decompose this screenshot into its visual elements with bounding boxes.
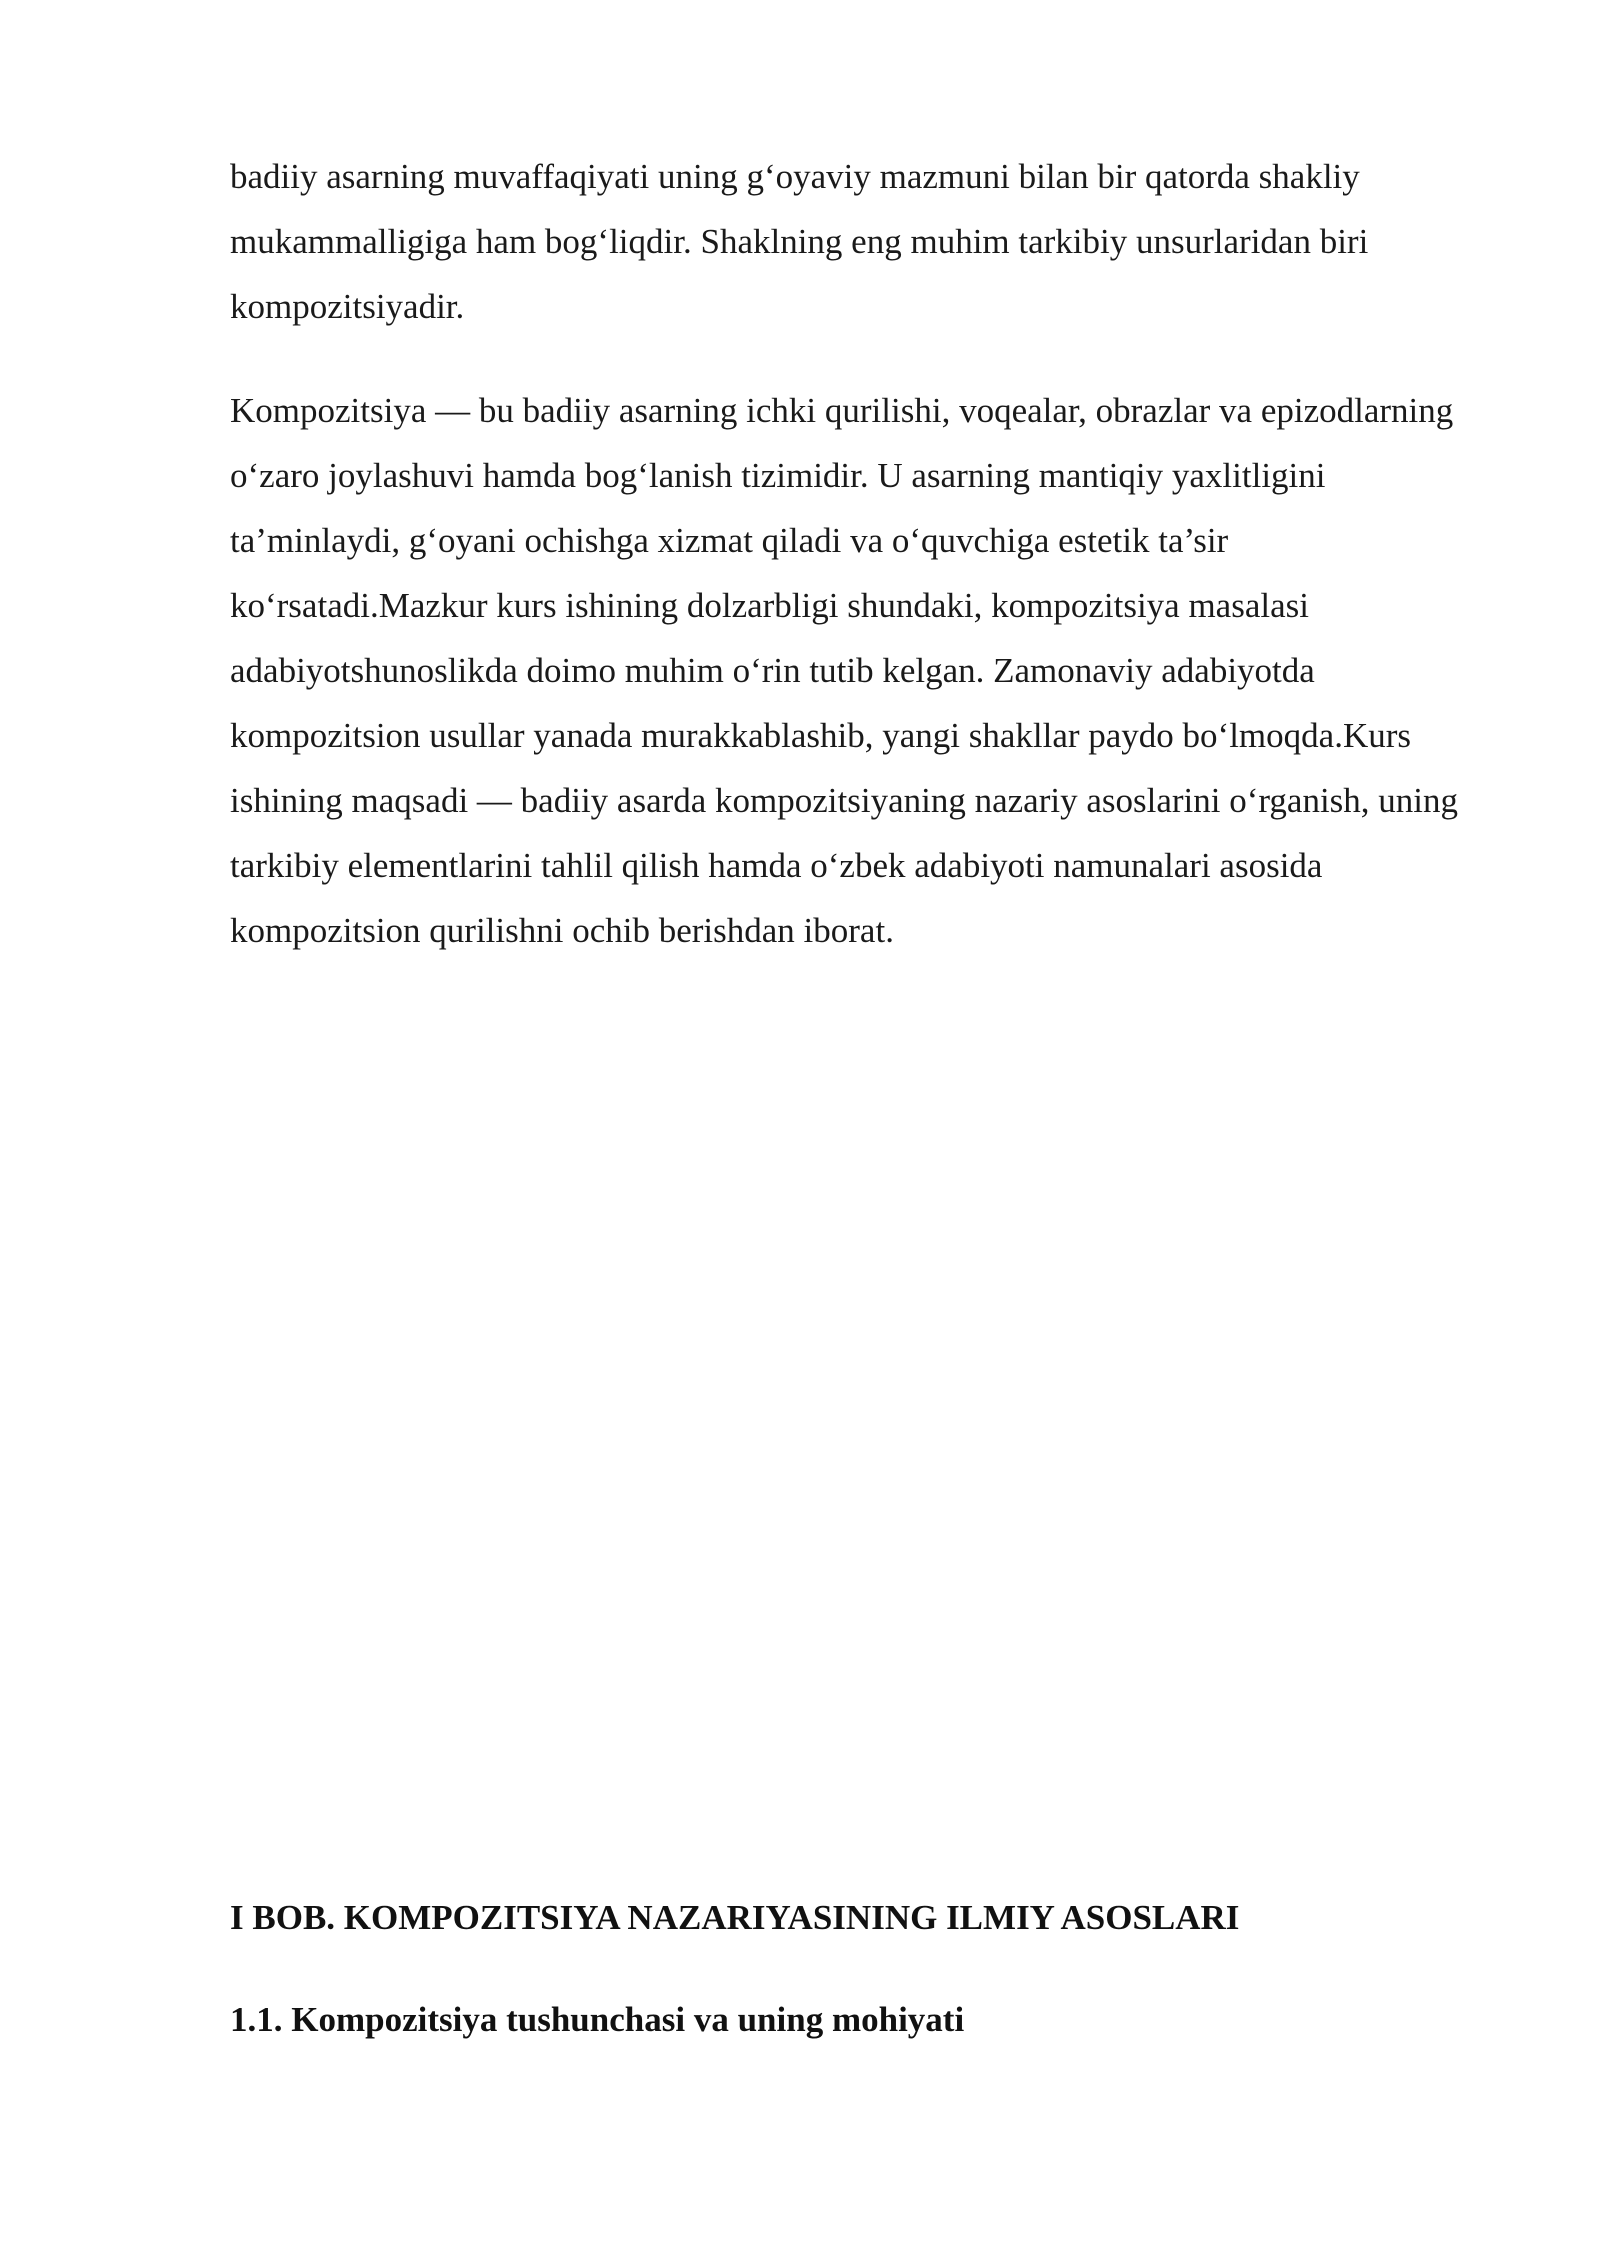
section-heading: 1.1. Kompozitsiya tushunchasi va uning mohiyati [230, 2000, 965, 2039]
chapter-heading: I BOB. KOMPOZITSIYA NAZARIYASINING ILMIY ASOSLARI [230, 1898, 1240, 1937]
body-paragraph-1: badiiy asarning muvaffaqiyati uning g‘oyaviy mazmuni bilan bir qatorda shakliy mukammalligiga ham bog‘liqdir. Shaklning eng muhim tarkibiy unsurlaridan biri kompozitsiyadir. [230, 157, 1369, 326]
body-paragraph-2: Kompozitsiya — bu badiiy asarning ichki qurilishi, voqealar, obrazlar va epizodlarning o‘zaro joylashuvi hamda bog‘lanish tizimidir. U asarning mantiqiy yaxlitligini ta’minlaydi, g‘oyani ochishga xizmat qiladi va o‘quvchiga estetik ta’sir ko‘rsatadi.Mazkur kurs ishining dolzarbligi shundaki, kompozitsiya masalasi adabiyotshunoslikda doimo muhim o‘rin tutib kelgan. Zamonaviy adabiyotda kompozitsion usullar yanada murakkablashib, yangi shakllar paydo bo‘lmoqda.Kurs ishining maqsadi — badiiy asarda kompozitsiyaning nazariy asoslarini o‘rganish, uning tarkibiy elementlarini tahlil qilish hamda o‘zbek adabiyoti namunalari asosida kompozitsion qurilishni ochib berishdan iborat. [230, 391, 1459, 950]
